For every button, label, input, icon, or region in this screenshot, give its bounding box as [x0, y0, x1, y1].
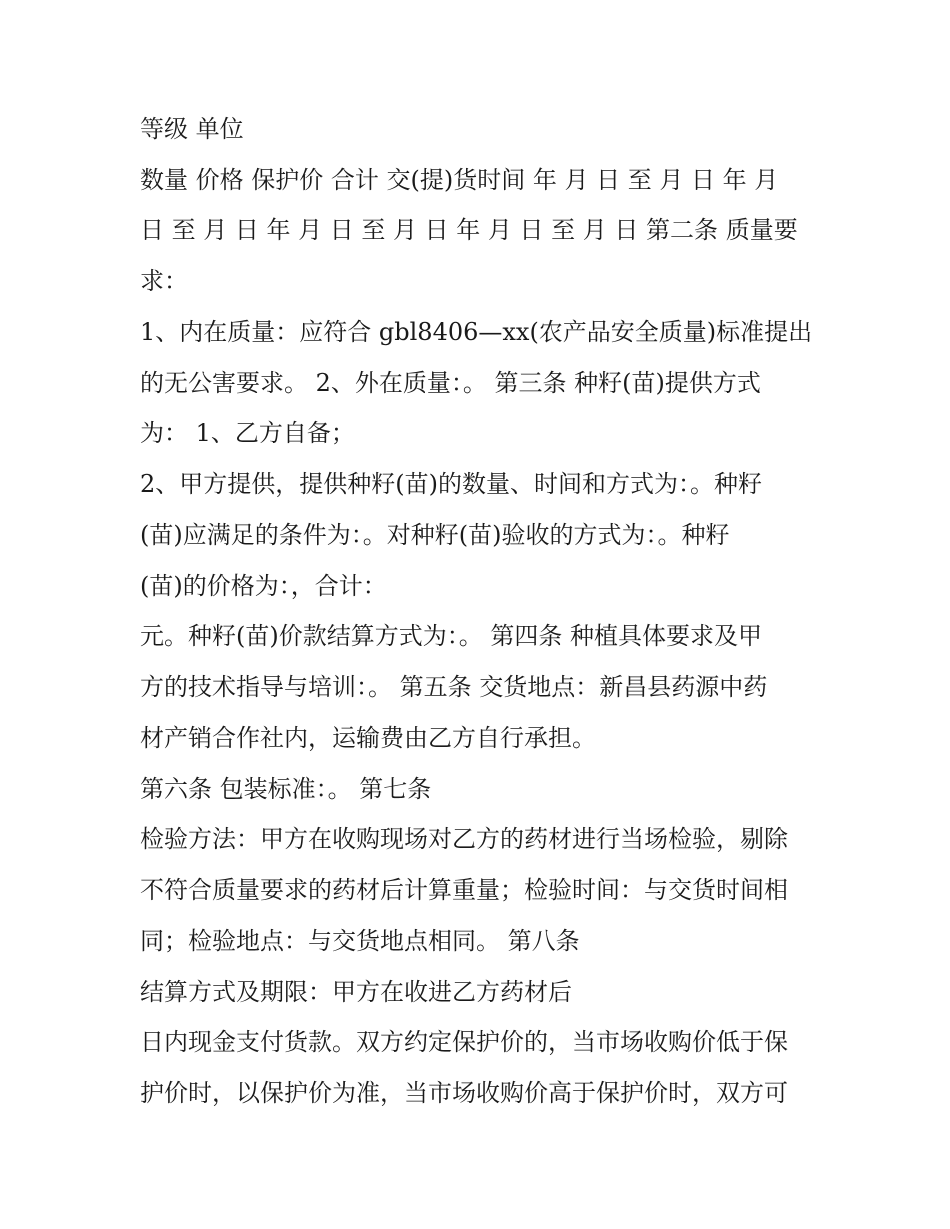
- text-line: 不符合质量要求的药材后计算重量；检验时间：与交货时间相: [140, 876, 788, 904]
- text-line: 结算方式及期限：甲方在收进乙方药材后: [140, 978, 572, 1006]
- text-line: (苗)应满足的条件为：。对种籽(苗)验收的方式为：。种籽: [140, 521, 730, 549]
- text-line: 元。种籽(苗)价款结算方式为：。 第四条 种植具体要求及甲: [140, 622, 762, 650]
- text-line: 1、内在质量：应符合 gbl8406—xx(农产品安全质量)标准提出: [140, 318, 813, 346]
- text-line: 护价时，以保护价为准，当市场收购价高于保护价时，双方可: [140, 1079, 788, 1107]
- text-line: 材产销合作社内，运输费由乙方自行承担。: [140, 724, 596, 752]
- text-line: 方的技术指导与培训：。 第五条 交货地点：新昌县药源中药: [140, 673, 768, 701]
- text-line: 检验方法：甲方在收购现场对乙方的药材进行当场检验，剔除: [140, 825, 788, 853]
- text-line: (苗)的价格为：，合计：: [140, 572, 387, 600]
- text-line: 2、甲方提供，提供种籽(苗)的数量、时间和方式为：。种籽: [140, 470, 762, 498]
- text-line: 的无公害要求。 2、外在质量：。 第三条 种籽(苗)提供方式: [140, 369, 761, 397]
- text-line: 求：: [140, 267, 188, 295]
- text-line: 日内现金支付货款。双方约定保护价的，当市场收购价低于保: [140, 1028, 788, 1056]
- text-line: 第六条 包装标准：。 第七条: [140, 775, 432, 803]
- text-line: 同；检验地点：与交货地点相同。 第八条: [140, 927, 580, 955]
- text-line: 为： 1、乙方自备；: [140, 419, 355, 447]
- text-line: 数量 价格 保护价 合计 交(提)货时间 年 月 日 至 月 日 年 月: [140, 166, 779, 194]
- text-line: 等级 单位: [140, 115, 244, 143]
- text-line: 日 至 月 日 年 月 日 至 月 日 年 月 日 至 月 日 第二条 质量要: [140, 216, 798, 244]
